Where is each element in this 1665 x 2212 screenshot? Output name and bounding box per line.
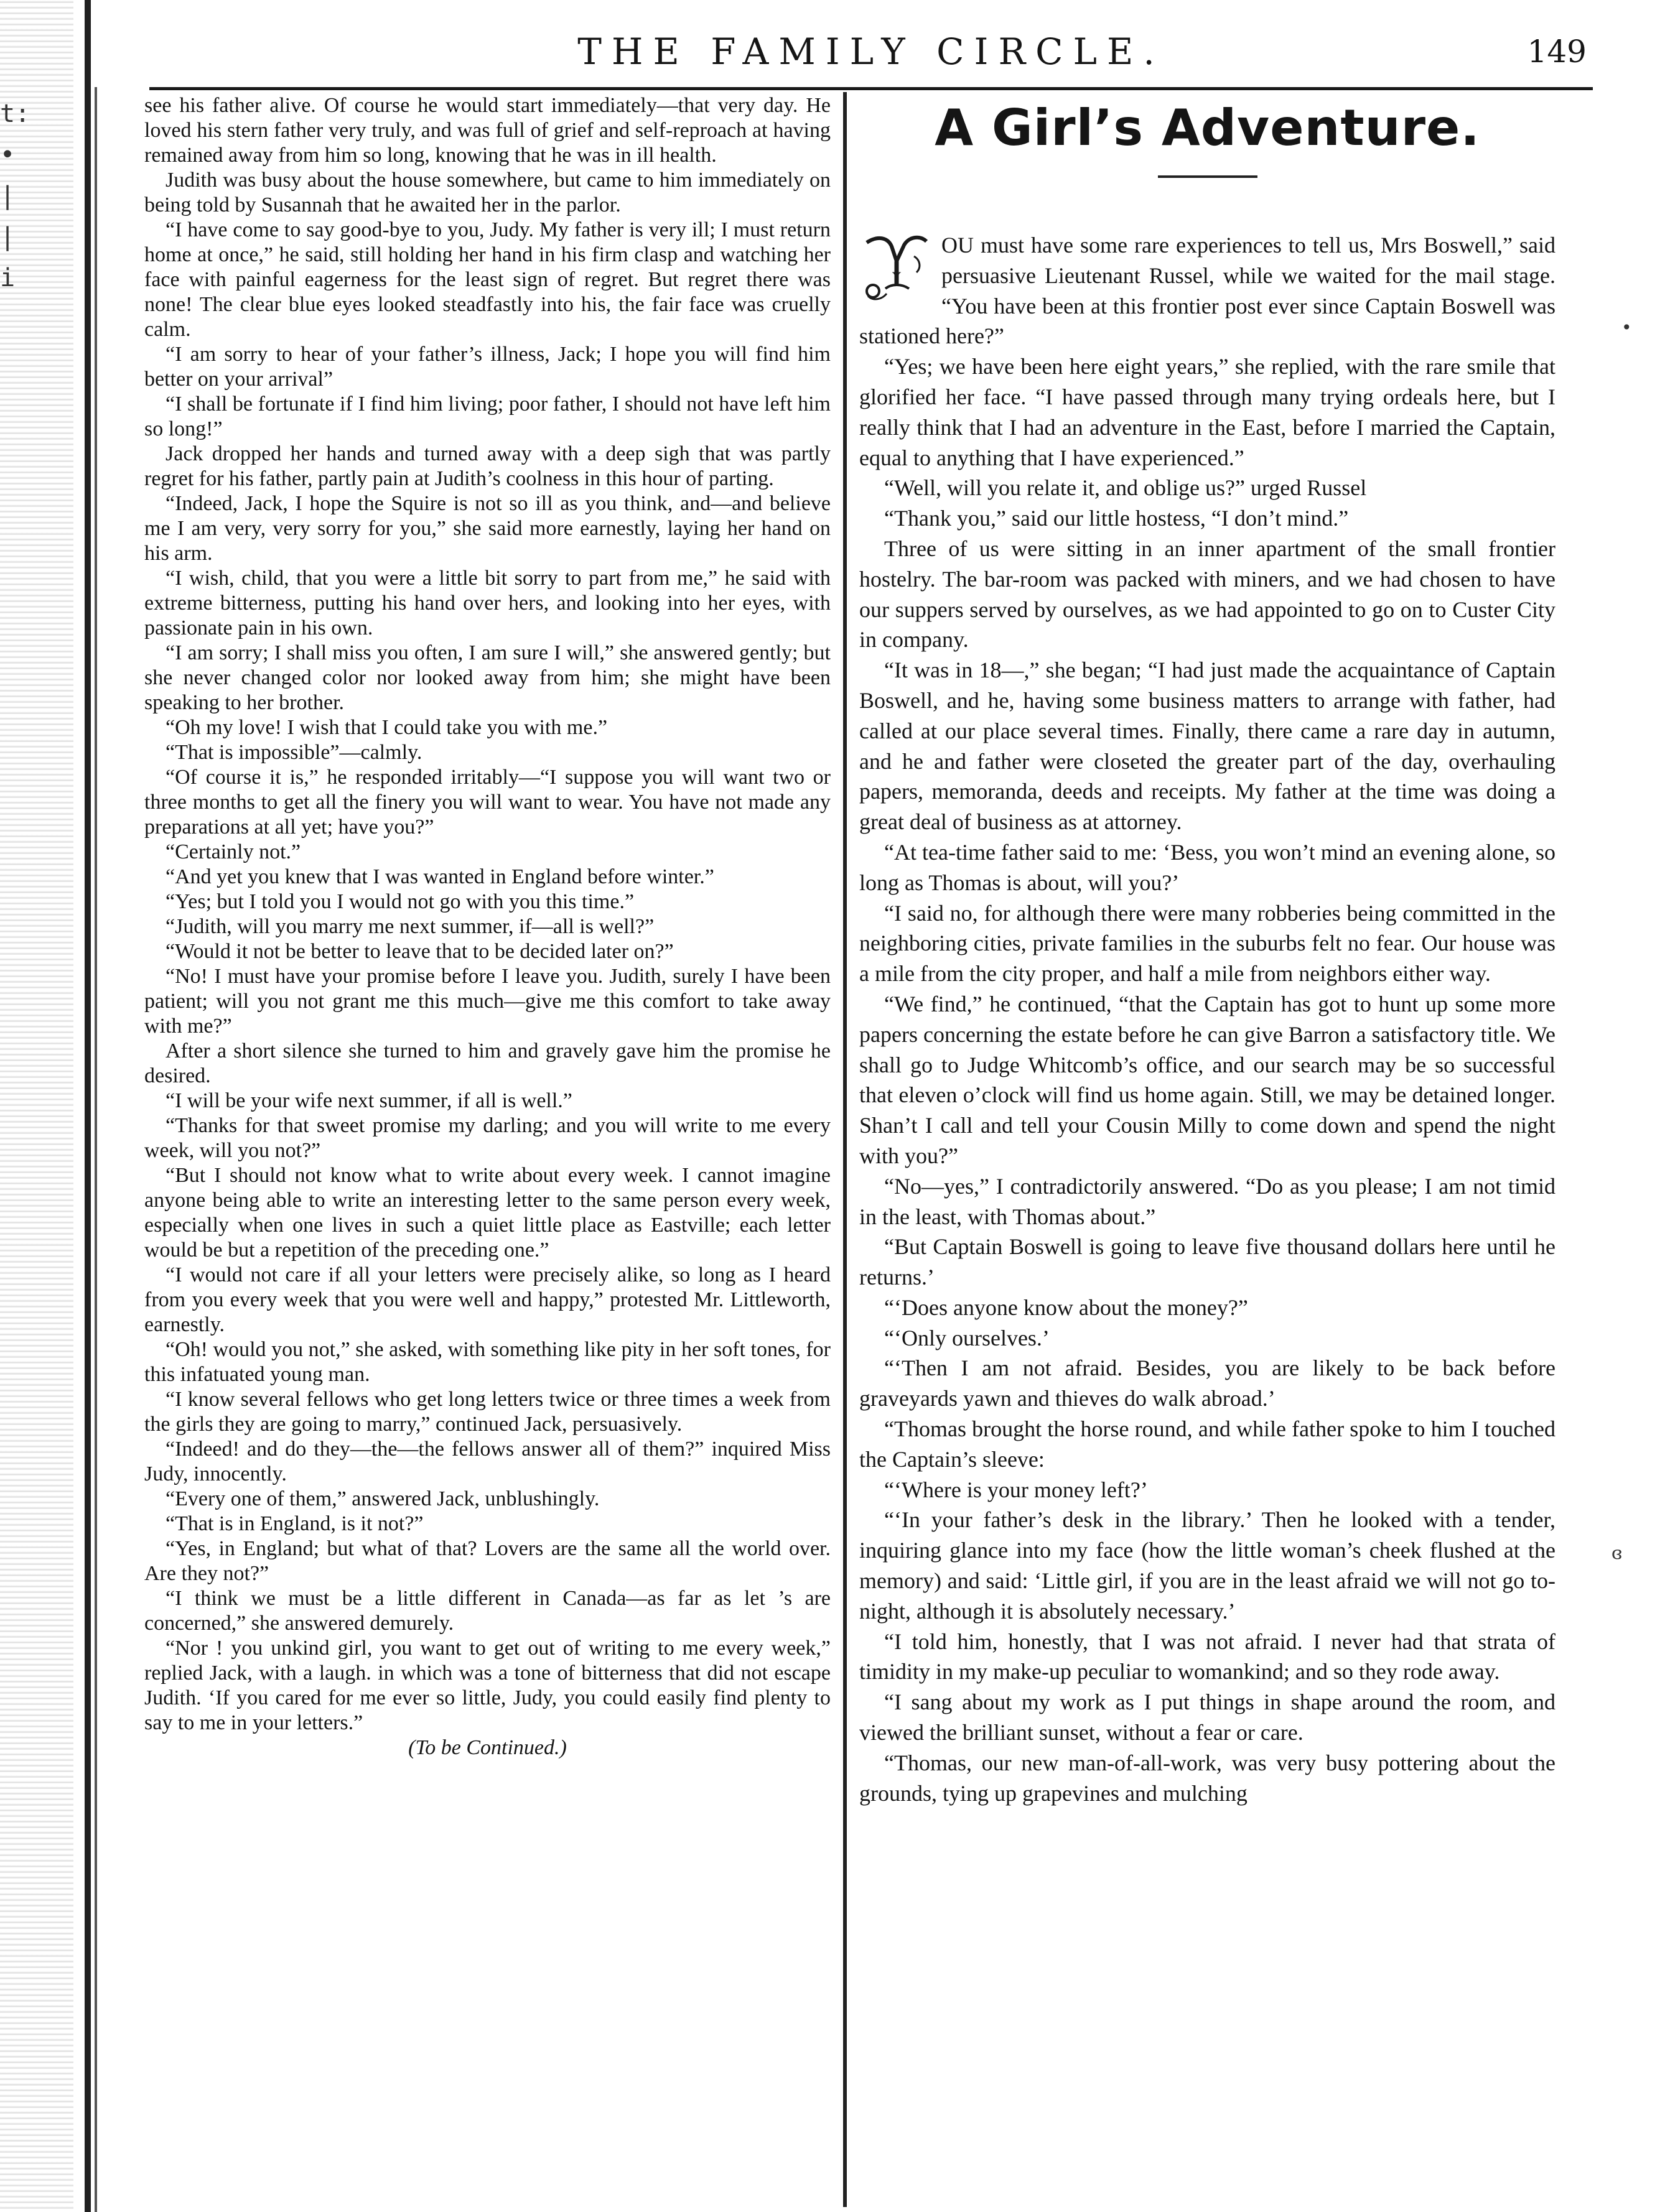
binding-rule-inner	[95, 87, 97, 2212]
serial-story-column	[144, 93, 831, 1760]
story-paragraph: “I sang about my work as I put things in shape around the room, and viewed the brilliant sunset, without a fear or care.	[859, 1689, 1555, 1745]
story-paragraph: “Indeed! and do they—the—the fellows answer all of them?” inquired Miss Judy, innocently.	[144, 1438, 831, 1485]
story-paragraph: “Yes; but I told you I would not go with you this time.”	[166, 890, 635, 913]
story-paragraph: “That is impossible”—calmly.	[166, 741, 422, 764]
story-paragraph: “Yes; we have been here eight years,” she replied, with the rare smile that glorified her face. “I have passed through many trying ordeals here, but I really think that I had an adventure in the East, before I married the Captain, equal to anything that I have experienced.”	[859, 354, 1555, 470]
opening-paragraph	[859, 230, 1555, 351]
story-paragraph: “Yes, in England; but what of that? Lovers are the same all the world over. Are they not?”	[144, 1537, 831, 1585]
story-paragraph: “Nor ! you unkind girl, you want to get out of writing to me every week,” replied Jack, with a laugh. in which was a tone of bitterness that did not escape Judith. ‘If you cared for me ever so little, Judy, you could easily find plenty to say to me in your letters.”	[144, 1637, 831, 1734]
svg-text:Y: Y	[892, 269, 901, 284]
story-paragraph: “‘Then I am not afraid. Besides, you are likely to be back before graveyards yawn and thieves do walk abroad.’	[859, 1355, 1555, 1411]
story-paragraph: “I am sorry to hear of your father’s illness, Jack; I hope you will find him better on your arrival”	[144, 343, 831, 391]
story-paragraph: “Would it not be better to leave that to be decided later on?”	[166, 940, 674, 963]
story-paragraph: “‘In your father’s desk in the library.’ Then he looked with a tender, inquiring glance into my face (how the little woman’s cheek flushed at the memory) and said: ‘Little girl, if you are in the least afraid we will not go to-night, although it is absolutely necessary.’	[859, 1507, 1555, 1624]
story-paragraph: “‘Only ourselves.’	[884, 1325, 1050, 1350]
story-paragraph: see his father alive. Of course he would start immediately—that very day. He loved his stern father very truly, and was full of grief and self-reproach at having remained away from him so long, knowing that he was in ill health.	[144, 94, 831, 167]
story-paragraph: “But I should not know what to write about every week. I cannot imagine anyone being able to write an interesting letter to the same person every week, especially when one lives in such a quiet little place as Eastville; each letter would be but a repetition of the preceding one.”	[144, 1164, 831, 1262]
story-column	[859, 93, 1555, 1808]
story-paragraph: “No—yes,” I contradictorily answered. “Do as you please; I am not timid in the least, with Thomas about.”	[859, 1173, 1555, 1229]
story-paragraph: Three of us were sitting in an inner apartment of the small frontier hostelry. The bar-room was packed with miners, and we had chosen to have our suppers served by ourselves, as we had appointed to go on to Custer City in company.	[859, 536, 1555, 653]
title-rule	[1158, 175, 1257, 178]
story-paragraph: Judith was busy about the house somewhere, but came to him immediately on being told by Susannah that he awaited her in the parlor.	[144, 169, 831, 216]
margin-mark: i	[0, 264, 16, 292]
story-paragraph: “Certainly not.”	[166, 840, 301, 863]
story-paragraph: “I would not care if all your letters were precisely alike, so long as I heard from you every week that you were well and happy,” protested Mr. Littleworth, earnestly.	[144, 1263, 831, 1336]
story-paragraph: “I know several fellows who get long letters twice or three times a week from the girls they are going to marry,” continued Jack, persuasively.	[144, 1388, 831, 1436]
story-paragraph: “I have come to say good-bye to you, Judy. My father is very ill; I must return home at once,” he said, still holding her hand in his firm clasp and watching her face with painful eagerness for the least sign of regret. But regret there was none! The clear blue eyes looked steadfastly into his, the fair face was cruelly calm.	[144, 218, 831, 341]
story-paragraph: “We find,” he continued, “that the Captain has got to hunt up some more papers concerning the estate before he can give Barron a satisfactory title. We shall go to Judge Whitcomb’s office, and our search may be so successful that eleven o’clock will find us home again. Still, we may be detained longer. Shan’t I call and tell your Cousin Milly to come down and spend the night with you?”	[859, 991, 1555, 1168]
margin-dot: •	[1621, 317, 1632, 338]
story-paragraph: “Thomas brought the horse round, and while father spoke to him I touched the Captain’s sleeve:	[859, 1416, 1555, 1472]
story-paragraph: “I told him, honestly, that I was not afraid. I never had that strata of timidity in my make-up peculiar to womankind; and so they rode away.	[859, 1629, 1555, 1685]
story-paragraph: “I am sorry; I shall miss you often, I am sure I will,” she answered gently; but she never changed color nor looked away from him; she might have been speaking to her brother.	[144, 641, 831, 714]
story-paragraph: “It was in 18—,” she began; “I had just made the acquaintance of Captain Boswell, and he, having some business matters to arrange with father, had called at our place several times. Finally, there came a rare day in autumn, and he and father were closeted the greater part of the day, overhauling papers, memoranda, deeds and receipts. My father at the time was doing a great deal of business as at attorney.	[859, 658, 1555, 835]
dropcap-ornament-icon	[860, 231, 933, 304]
page-header	[149, 19, 1593, 90]
story-title: A Girl’s Adventure.	[935, 99, 1480, 157]
story-paragraph: “I will be your wife next summer, if all is well.”	[166, 1089, 572, 1112]
story-paragraph: “Judith, will you marry me next summer, if—all is well?”	[166, 915, 655, 938]
story-paragraph: “‘Does anyone know about the money?”	[884, 1294, 1248, 1320]
margin-mark: |	[0, 182, 16, 210]
story-paragraph: “Every one of them,” answered Jack, unblushingly.	[166, 1487, 600, 1510]
story-paragraphs	[859, 351, 1555, 1808]
story-paragraph: “No! I must have your promise before I leave you. Judith, surely I have been patient; will you not grant me this much—give me this comfort to take away with me?”	[144, 965, 831, 1038]
story-paragraph: “Indeed, Jack, I hope the Squire is not so ill as you think, and—and believe me I am very, very sorry for you,” she said more earnestly, laying her hand on his arm.	[144, 492, 831, 565]
page-number: 149	[1527, 34, 1587, 70]
story-paragraph: “Of course it is,” he responded irritably—“I suppose you will want two or three months to get all the finery you will want to wear. You have not made any preparations at all yet; have you?”	[144, 766, 831, 839]
column-divider	[843, 92, 847, 2207]
story-paragraph: “Thank you,” said our little hostess, “I don’t mind.”	[884, 506, 1349, 531]
margin-smudge: ɞ	[1611, 1543, 1623, 1563]
story-paragraph: “Oh! would you not,” she asked, with something like pity in her soft tones, for this infatuated young man.	[144, 1338, 831, 1386]
story-paragraph: “I wish, child, that you were a little bit sorry to part from me,” he said with extreme bitterness, putting his hand over hers, and looking into her eyes, with passionate pain in his own.	[144, 567, 831, 639]
story-paragraph: “I think we must be a little different in Canada—as far as let ’s are concerned,” she answered demurely.	[144, 1587, 831, 1635]
story-paragraph: “And yet you knew that I was wanted in England before winter.”	[166, 865, 714, 888]
margin-mark: t:	[0, 100, 30, 128]
story-paragraph: “‘Where is your money left?’	[884, 1477, 1148, 1502]
story-paragraph: “I said no, for although there were many robberies being committed in the neighboring cities, private families in the suburbs felt no fear. Our house was a mile from the city proper, and half a mile from neighbors either way.	[859, 900, 1555, 987]
binding-rule	[85, 0, 91, 2212]
story-paragraph: Jack dropped her hands and turned away with a deep sigh that was partly regret for his father, partly pain at Judith’s coolness in this hour of parting.	[144, 442, 831, 490]
story-paragraph: “At tea-time father said to me: ‘Bess, you won’t mind an evening alone, so long as Thomas is about, will you?’	[859, 839, 1555, 895]
story-paragraph: “Oh my love! I wish that I could take you with me.”	[166, 716, 608, 739]
margin-mark: •	[0, 141, 16, 169]
opening-paragraph-text: OU must have some rare experiences to tell us, Mrs Boswell,” said persuasive Lieutenant Russel, while we waited for the mail stage. “You have been at this frontier post ever since Captain Boswell was stationed here?”	[859, 233, 1555, 349]
story-paragraph: “Well, will you relate it, and oblige us?” urged Russel	[884, 475, 1367, 501]
margin-marks	[0, 93, 30, 299]
story-paragraph: “But Captain Boswell is going to leave five thousand dollars here until he returns.’	[859, 1234, 1555, 1290]
publication-title: THE FAMILY CIRCLE.	[577, 30, 1165, 73]
page-binding-edge	[0, 0, 73, 2212]
continued-note: (To be Continued.)	[408, 1736, 567, 1759]
margin-mark: |	[0, 223, 16, 251]
story-paragraph: After a short silence she turned to him and gravely gave him the promise he desired.	[144, 1039, 831, 1087]
story-paragraph: “I shall be fortunate if I find him living; poor father, I should not have left him so long!”	[144, 393, 831, 440]
story-paragraph: “That is in England, is it not?”	[166, 1512, 424, 1535]
story-paragraph: “Thomas, our new man-of-all-work, was very busy pottering about the grounds, tying up grapevines and mulching	[859, 1750, 1555, 1806]
story-paragraph: “Thanks for that sweet promise my darling; and you will write to me every week, will you not?”	[144, 1114, 831, 1162]
ornamental-dropcap	[859, 230, 934, 305]
